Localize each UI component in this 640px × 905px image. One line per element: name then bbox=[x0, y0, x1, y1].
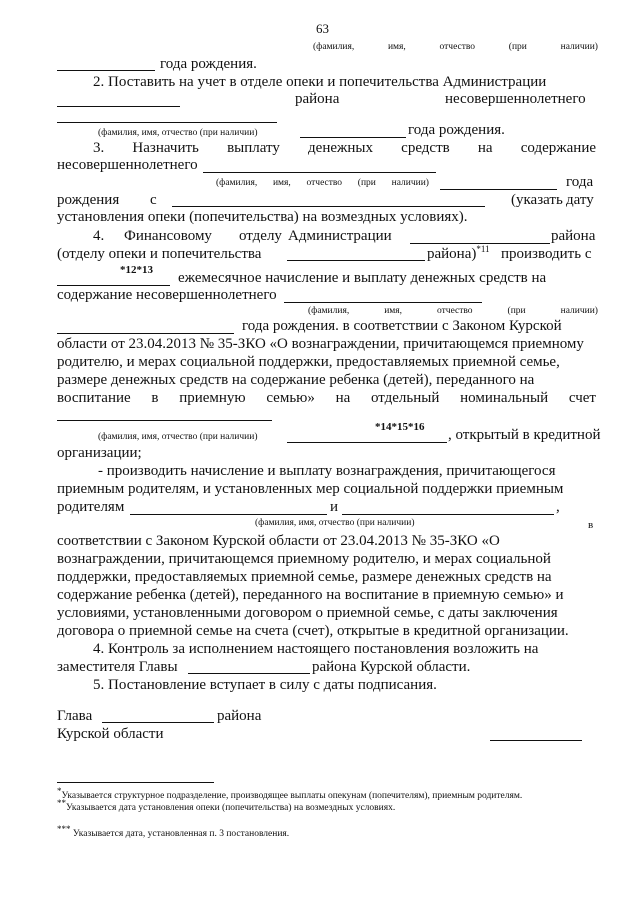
paragraph-3: 3. Назначить выплату денежных средств на содержание bbox=[93, 140, 596, 156]
blank-line bbox=[342, 514, 554, 515]
footnote-2: **Указывается дата установления опеки (попечительства) на возмездных условиях. bbox=[57, 798, 396, 814]
footnote-3: *** Указывается дата, установленная п. 3 постановления. bbox=[57, 824, 290, 840]
page-number: 63 bbox=[316, 21, 329, 36]
text-line: воспитание в приемную семью» на отдельный номинальный счет bbox=[57, 390, 596, 406]
footnote-ref: *11 bbox=[476, 244, 490, 254]
paragraph-4-control: 4. Контроль за исполнением настоящего постановления возложить на bbox=[93, 641, 539, 657]
blank-line bbox=[188, 673, 310, 674]
blank-line bbox=[57, 70, 155, 71]
fio-hint: (фамилия, имя, отчество (при наличии) bbox=[216, 178, 429, 188]
footnote-ref: *12*13 bbox=[120, 264, 153, 276]
paragraph-5: 5. Постановление вступает в силу с даты подписания. bbox=[93, 677, 437, 693]
footnote-separator bbox=[57, 782, 214, 783]
blank-line bbox=[172, 206, 485, 207]
blank-line bbox=[57, 122, 277, 123]
blank-line bbox=[284, 302, 482, 303]
fio-hint: (фамилия, имя, отчество (при наличии) bbox=[308, 306, 598, 316]
blank-line bbox=[440, 189, 557, 190]
text-line: года рождения. bbox=[160, 56, 257, 72]
fio-hint: (фамилия, имя, отчество (при наличии) bbox=[255, 518, 415, 528]
signature-title: Глава bbox=[57, 708, 93, 724]
blank-line bbox=[57, 420, 272, 421]
blank-line bbox=[57, 106, 180, 107]
blank-line bbox=[287, 260, 425, 261]
footnote-1: *Указывается структурное подразделение, производящее выплаты опекунам (попечителям), приемным родителям. bbox=[57, 786, 523, 802]
fio-hint: (фамилия, имя, отчество (при наличии) bbox=[98, 432, 258, 442]
paragraph-2: 2. Поставить на учет в отделе опеки и попечительства Администрации bbox=[93, 74, 547, 90]
blank-line bbox=[102, 722, 214, 723]
blank-line bbox=[57, 285, 170, 286]
signature-line bbox=[490, 740, 582, 741]
blank-line bbox=[287, 442, 447, 443]
fio-hint: (фамилия, имя, отчество (при наличии) bbox=[98, 128, 258, 138]
blank-line bbox=[203, 172, 436, 173]
blank-line bbox=[57, 333, 234, 334]
footnote-ref: *14*15*16 bbox=[375, 421, 425, 433]
blank-line bbox=[130, 514, 327, 515]
fio-hint-top: (фамилия, имя, отчество (при наличии) bbox=[313, 42, 598, 52]
blank-line bbox=[300, 137, 406, 138]
